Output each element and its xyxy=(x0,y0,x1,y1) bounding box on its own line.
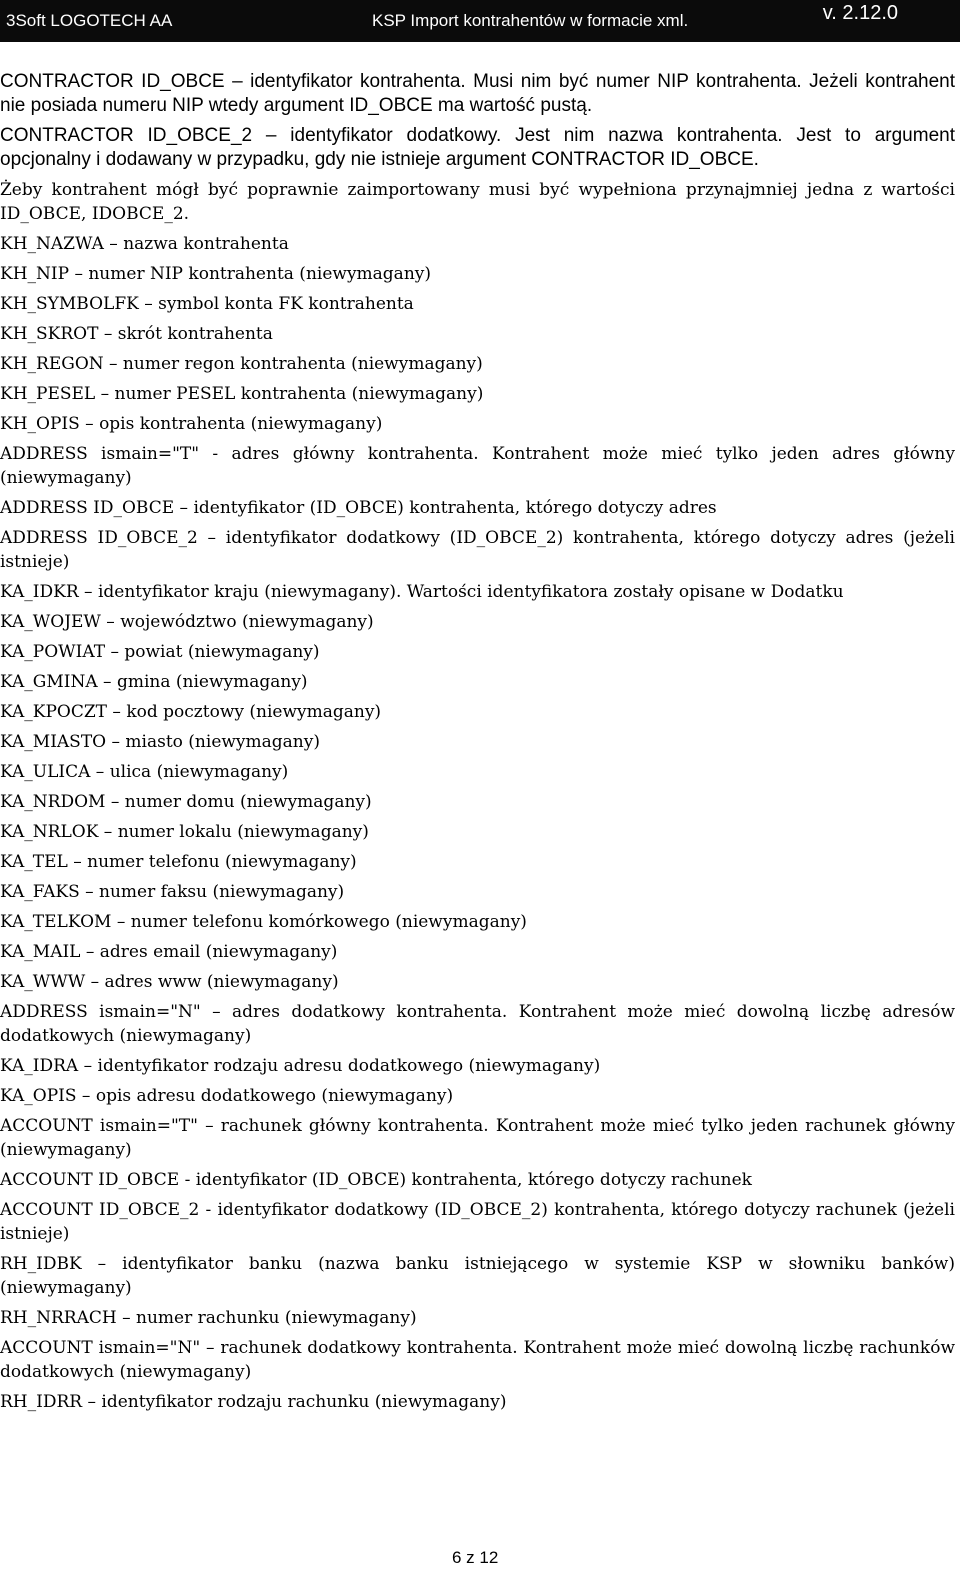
field-description: KA_MAIL – adres email (niewymagany) xyxy=(0,942,338,962)
field-description: ACCOUNT ID_OBCE - identyfikator (ID_OBCE) kontrahenta, którego dotyczy rachunek xyxy=(0,1170,752,1190)
field-description: KH_OPIS – opis kontrahenta (niewymagany) xyxy=(0,414,383,434)
field-description: KA_IDRA – identyfikator rodzaju adresu dodatkowego (niewymagany) xyxy=(0,1056,601,1076)
field-description: KA_WOJEW – województwo (niewymagany) xyxy=(0,612,374,632)
field-description: KA_GMINA – gmina (niewymagany) xyxy=(0,672,308,692)
field-description: ADDRESS ismain="T" - adres główny kontrahenta. Kontrahent może mieć tylko jeden adres główny (niewymagany) xyxy=(0,444,955,488)
paragraph-import-note: Żeby kontrahent mógł być poprawnie zaimportowany musi być wypełniona przynajmniej jedna z wartości ID_OBCE, IDOBCE_2. xyxy=(0,180,955,224)
document-body xyxy=(0,70,955,1420)
field-description: KA_POWIAT – powiat (niewymagany) xyxy=(0,642,320,662)
document-title: KSP Import kontrahentów w formacie xml. xyxy=(372,11,689,30)
company-name: 3Soft LOGOTECH AA xyxy=(6,11,173,30)
paragraph-contractor-id: CONTRACTOR ID_OBCE – identyfikator kontrahenta. Musi nim być numer NIP kontrahenta. Jeżeli kontrahent nie posiada numeru NIP wtedy argument ID_OBCE ma wartość pustą. xyxy=(0,71,955,116)
field-description: KA_FAKS – numer faksu (niewymagany) xyxy=(0,882,345,902)
field-description: KH_PESEL – numer PESEL kontrahenta (niewymagany) xyxy=(0,384,484,404)
field-description: KA_NRLOK – numer lokalu (niewymagany) xyxy=(0,822,369,842)
field-description: KH_SKROT – skrót kontrahenta xyxy=(0,324,273,344)
field-description: KA_NRDOM – numer domu (niewymagany) xyxy=(0,792,372,812)
field-description: KH_NAZWA – nazwa kontrahenta xyxy=(0,234,289,254)
field-description: KH_SYMBOLFK – symbol konta FK kontrahenta xyxy=(0,294,414,314)
field-description: KA_WWW – adres www (niewymagany) xyxy=(0,972,339,992)
field-description: KA_IDKR – identyfikator kraju (niewymagany). Wartości identyfikatora zostały opisane w Dodatku xyxy=(0,582,844,602)
field-description: KA_TELKOM – numer telefonu komórkowego (niewymagany) xyxy=(0,912,527,932)
field-description: ADDRESS ID_OBCE_2 – identyfikator dodatkowy (ID_OBCE_2) kontrahenta, którego dotyczy adres (jeżeli istnieje) xyxy=(0,528,955,572)
field-description: ACCOUNT ismain="T" – rachunek główny kontrahenta. Kontrahent może mieć tylko jeden rachunek główny (niewymagany) xyxy=(0,1116,955,1160)
field-description: KA_ULICA – ulica (niewymagany) xyxy=(0,762,289,782)
field-description: KH_REGON – numer regon kontrahenta (niewymagany) xyxy=(0,354,483,374)
field-description: KH_NIP – numer NIP kontrahenta (niewymagany) xyxy=(0,264,432,284)
field-description: KA_OPIS – opis adresu dodatkowego (niewymagany) xyxy=(0,1086,454,1106)
page-number: 6 z 12 xyxy=(452,1548,499,1567)
version-label: v. 2.12.0 xyxy=(822,2,898,24)
field-description: RH_IDRR – identyfikator rodzaju rachunku (niewymagany) xyxy=(0,1392,507,1412)
field-description: KA_MIASTO – miasto (niewymagany) xyxy=(0,732,320,752)
field-description: KA_KPOCZT – kod pocztowy (niewymagany) xyxy=(0,702,382,722)
field-description: ACCOUNT ID_OBCE_2 - identyfikator dodatkowy (ID_OBCE_2) kontrahenta, którego dotyczy rachunek (jeżeli istnieje) xyxy=(0,1200,955,1244)
field-description: ACCOUNT ismain="N" – rachunek dodatkowy kontrahenta. Kontrahent może mieć dowolną liczbę rachunków dodatkowych (niewymagany) xyxy=(0,1338,955,1382)
field-description: RH_IDBK – identyfikator banku (nazwa banku istniejącego w systemie KSP w słowniku banków) (niewymagany) xyxy=(0,1254,955,1298)
field-description: ADDRESS ID_OBCE – identyfikator (ID_OBCE) kontrahenta, którego dotyczy adres xyxy=(0,498,717,518)
page-header xyxy=(0,0,960,42)
paragraph-contractor-id2: CONTRACTOR ID_OBCE_2 – identyfikator dodatkowy. Jest nim nazwa kontrahenta. Jest to argument opcjonalny i dodawany w przypadku, gdy nie istnieje argument CONTRACTOR ID_OBCE. xyxy=(0,125,955,170)
field-description: KA_TEL – numer telefonu (niewymagany) xyxy=(0,852,357,872)
field-description: ADDRESS ismain="N" – adres dodatkowy kontrahenta. Kontrahent może mieć dowolną liczbę adresów dodatkowych (niewymagany) xyxy=(0,1002,955,1046)
field-description: RH_NRRACH – numer rachunku (niewymagany) xyxy=(0,1308,417,1328)
